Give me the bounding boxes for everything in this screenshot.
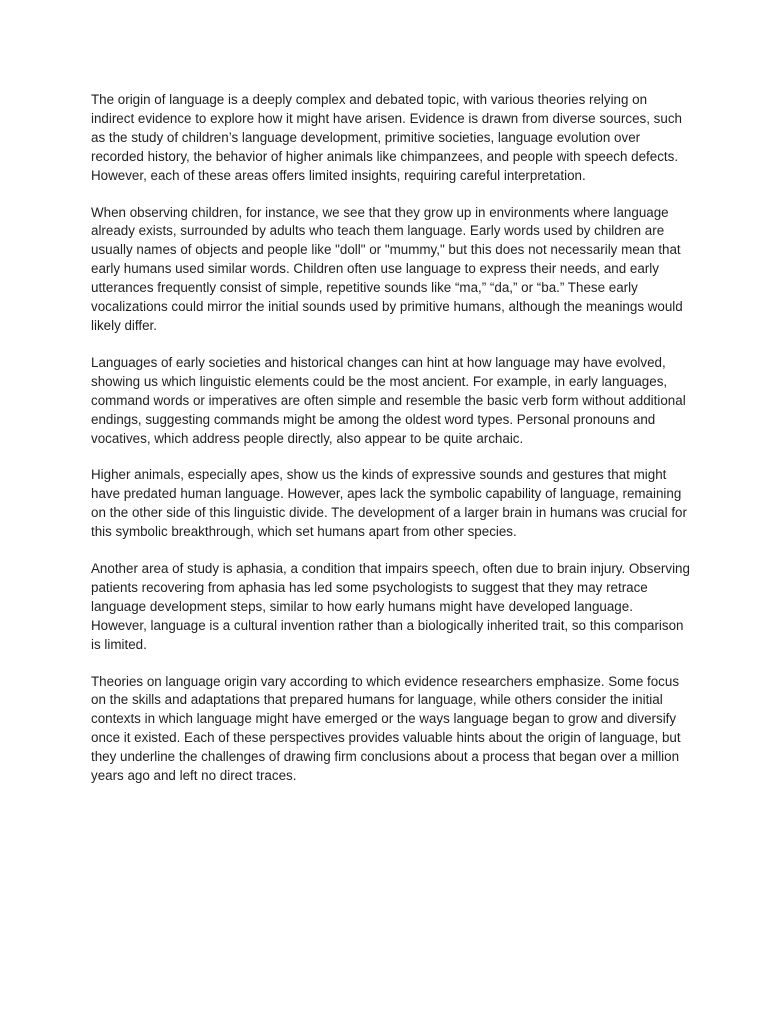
paragraph-5: Another area of study is aphasia, a condition that impairs speech, often due to brain injury. Observing patients recovering from aphasia has led some psychologists to suggest that they may retrace language development steps, similar to how early humans might have developed language. However, language is a cultural invention rather than a biologically inherited trait, so this comparison is limited. [91,561,690,652]
paragraph-2: When observing children, for instance, we see that they grow up in environments where language already exists, surrounded by adults who teach them language. Early words used by children are usually names of objects and people like "doll" or "mummy," but this does not necessarily mean that early humans used similar words. Children often use language to express their needs, and early utterances frequently consist of simple, repetitive sounds like “ma,” “da,” or “ba.” These early vocalizations could mirror the initial sounds used by primitive humans, although the meanings would likely differ. [91,204,683,333]
paragraph-6: Theories on language origin vary according to which evidence researchers emphasize. Some focus on the skills and adaptations that prepared humans for language, while others consider the initial contexts in which language might have emerged or the ways language began to grow and diversify once it existed. Each of these perspectives provides valuable hints about the origin of language, but they underline the challenges of drawing firm conclusions about a process that began over a million years ago and left no direct traces. [91,673,681,784]
paragraph-4: Higher animals, especially apes, show us the kinds of expressive sounds and gestures that might have predated human language. However, apes lack the symbolic capability of language, remaining on the other side of this linguistic divide. The development of a larger brain in humans was crucial for this symbolic breakthrough, which set humans apart from other species. [91,467,687,540]
paragraph-1: The origin of language is a deeply complex and debated topic, with various theories relying on indirect evidence to explore how it might have arisen. Evidence is drawn from diverse sources, such as the study of children’s language development, primitive societies, language evolution over recorded history, the behavior of higher animals like chimpanzees, and people with speech defects. However, each of these areas offers limited insights, requiring careful interpretation. [91,92,682,183]
document-body [91,91,691,786]
paragraph-3: Languages of early societies and historical changes can hint at how language may have evolved, showing us which linguistic elements could be the most ancient. For example, in early languages, command words or imperatives are often simple and resemble the basic verb form without additional endings, suggesting commands might be among the oldest word types. Personal pronouns and vocatives, which address people directly, also appear to be quite archaic. [91,354,686,446]
